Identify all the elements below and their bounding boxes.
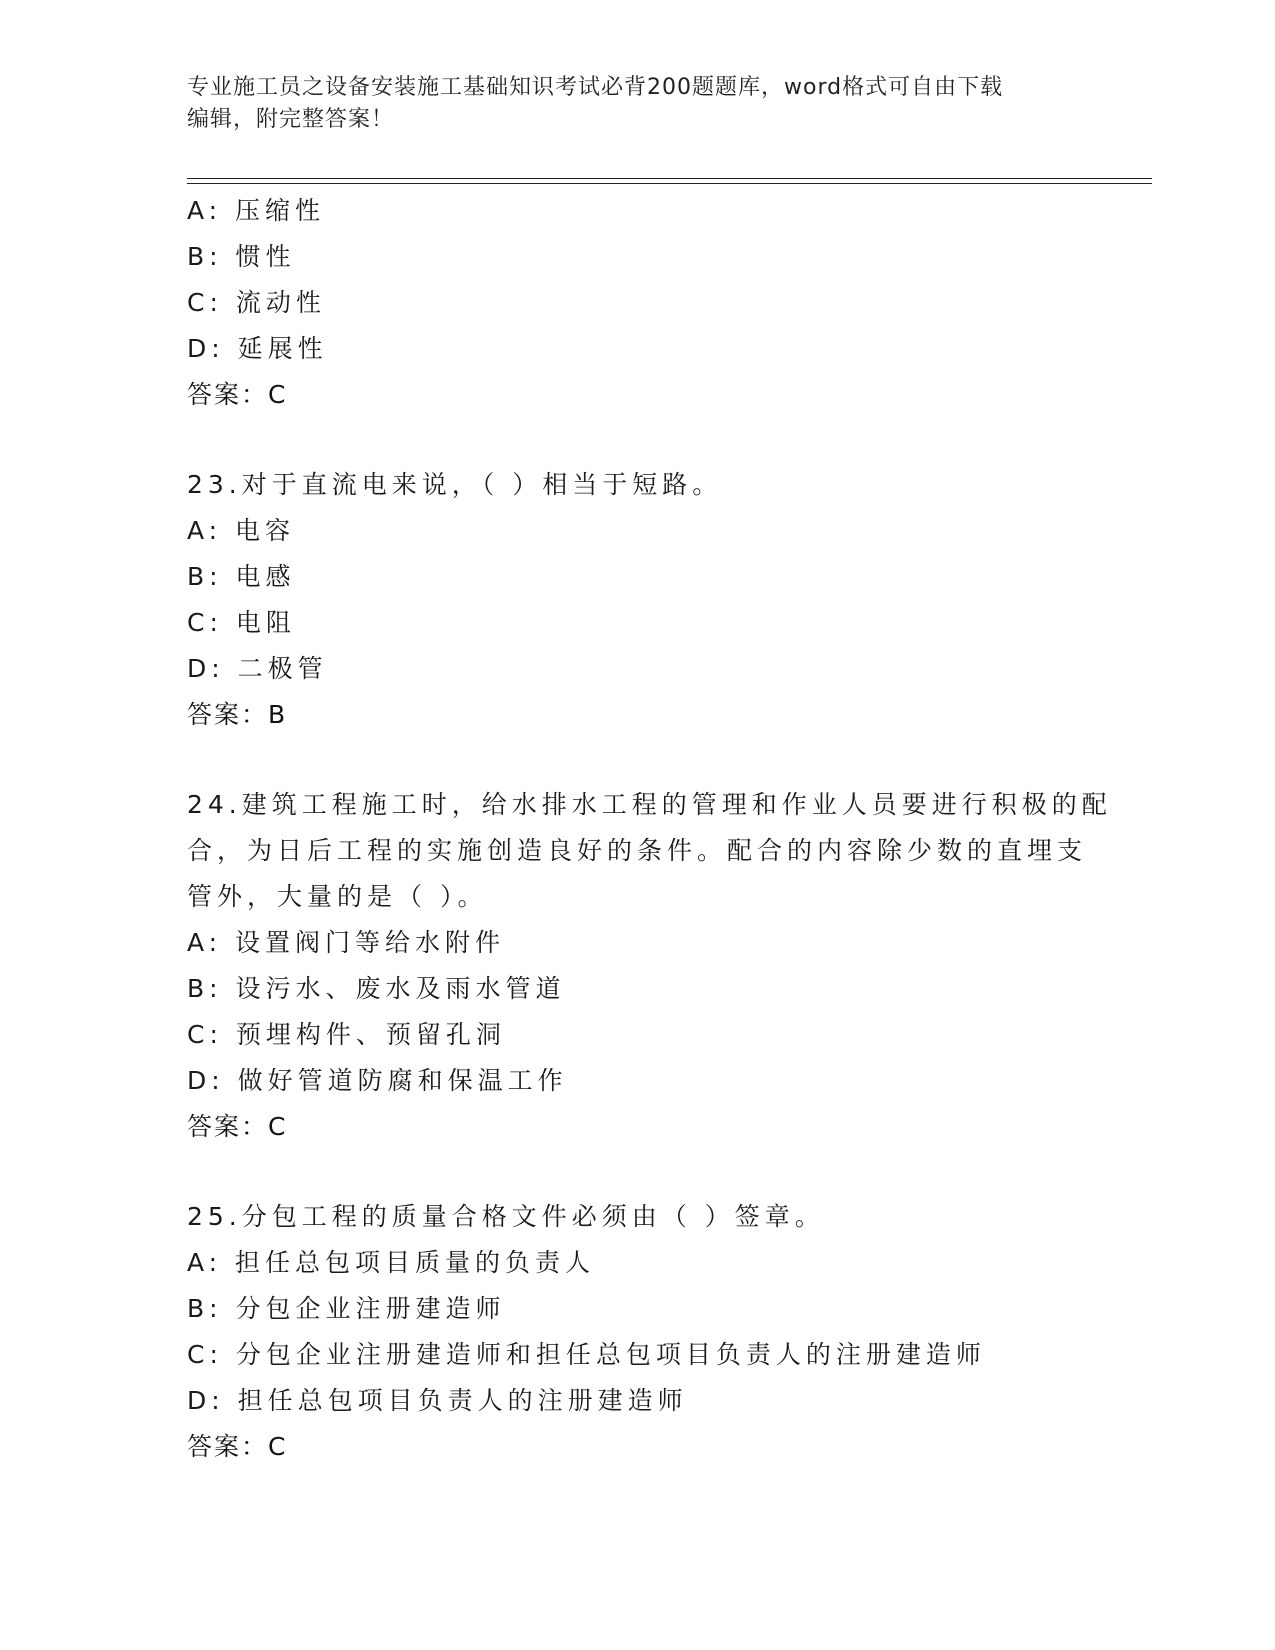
option-a: A: 设置阀门等给水附件: [187, 928, 506, 957]
option-b: B: 设污水、废水及雨水管道: [187, 974, 566, 1003]
question-text-line-1: 24.建筑工程施工时，给水排水工程的管理和作业人员要进行积极的配: [187, 790, 1112, 819]
answer-line: 答案：C: [187, 1432, 288, 1461]
header-line-2: 编辑，附完整答案！: [187, 107, 395, 132]
option-c: C: 电阻: [187, 608, 296, 637]
option-c: C: 预埋构件、预留孔洞: [187, 1020, 506, 1049]
question-block: [187, 1194, 1087, 1470]
option-b: B: 惯性: [187, 242, 296, 271]
question-list: [187, 188, 1112, 1514]
option-c: C: 流动性: [187, 288, 326, 317]
option-a: A: 担任总包项目质量的负责人: [187, 1248, 596, 1277]
question-text: 23.对于直流电来说，（ ）相当于短路。: [187, 470, 723, 499]
option-d: D: 延展性: [187, 334, 328, 363]
answer-line: 答案：C: [187, 380, 288, 409]
option-d: D: 二极管: [187, 654, 328, 683]
question-block: [187, 462, 1087, 738]
answer-line: 答案：B: [187, 700, 288, 729]
option-a: A: 压缩性: [187, 196, 326, 225]
question-text: 25.分包工程的质量合格文件必须由（ ）签章。: [187, 1202, 825, 1231]
option-b: B: 分包企业注册建造师: [187, 1294, 506, 1323]
option-d: D: 担任总包项目负责人的注册建造师: [187, 1386, 688, 1415]
header-line-1: 专业施工员之设备安装施工基础知识考试必背200题题库，word格式可自由下载: [187, 75, 1004, 100]
answer-line: 答案：C: [187, 1112, 288, 1141]
option-b: B: 电感: [187, 562, 296, 591]
question-block: [187, 782, 1112, 1150]
option-a: A: 电容: [187, 516, 296, 545]
header-rule-bottom: [187, 183, 1152, 184]
header-rule-top: [187, 178, 1152, 179]
document-header: [187, 72, 1067, 136]
option-d: D: 做好管道防腐和保温工作: [187, 1066, 568, 1095]
option-c: C: 分包企业注册建造师和担任总包项目负责人的注册建造师: [187, 1340, 986, 1369]
question-text-line-2: 合，为日后工程的实施创造良好的条件。配合的内容除少数的直埋支: [187, 836, 1088, 865]
question-text-line-3: 管外，大量的是（ ）。: [187, 882, 488, 911]
question-block: [187, 188, 1087, 418]
